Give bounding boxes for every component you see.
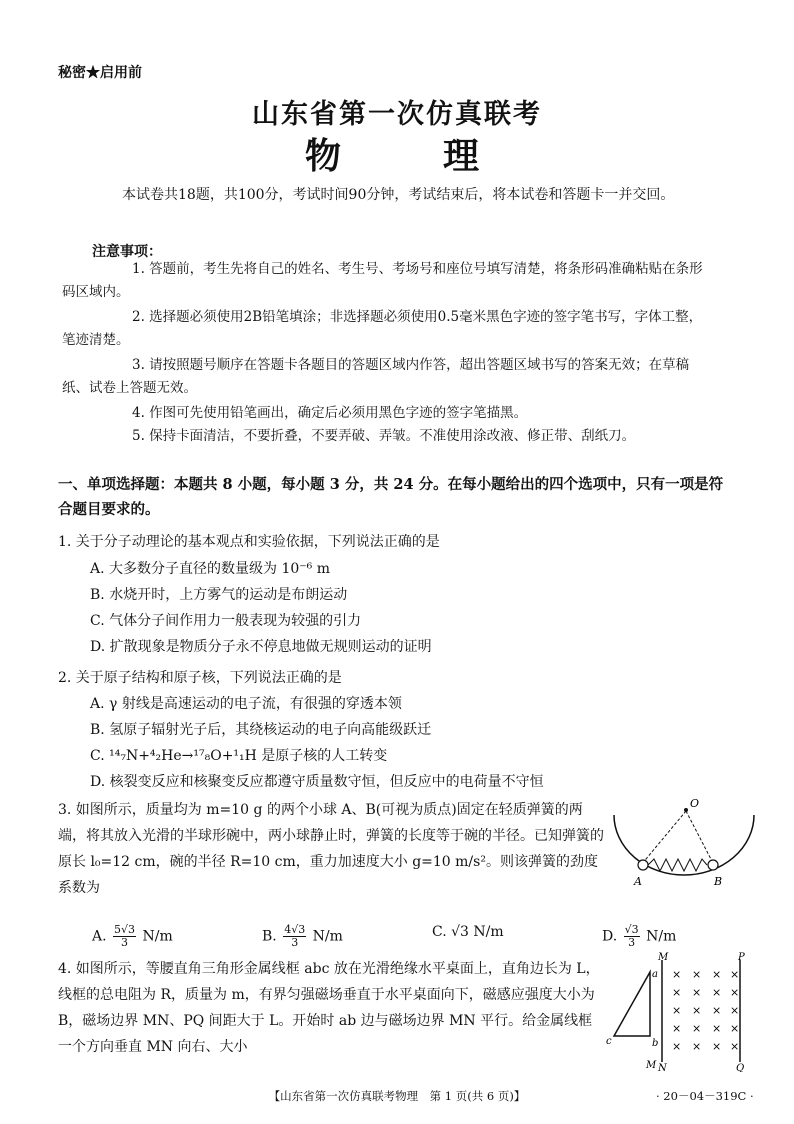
field-cross-mark: × <box>730 986 740 999</box>
field-cross-mark: × <box>672 968 682 981</box>
paper-code: · 20－04－319C · <box>656 1089 754 1103</box>
question-2-stem: 2. 关于原子结构和原子核，下列说法正确的是 <box>58 670 342 686</box>
question-2-option-b: B. 氢原子辐射光子后，其绕核运动的电子向高能级跃迁 <box>90 722 432 738</box>
bowl-figure <box>608 795 758 895</box>
field-cross-mark: × <box>692 1004 702 1017</box>
label-b: B <box>714 875 723 888</box>
question-1-option-a: A. 大多数分子直径的数量级为 10⁻⁶ m <box>90 561 331 577</box>
secret-label: 秘密★启用前 <box>58 65 142 81</box>
subject-title: 物 理 <box>304 135 489 177</box>
note-item: 4. 作图可先使用铅笔画出，确定后必须用黑色字迹的签字笔描黑。 <box>132 405 528 421</box>
label-n: N <box>658 1063 667 1072</box>
field-cross-mark: × <box>692 968 702 981</box>
question-2-option-d: D. 核裂变反应和核聚变反应都遵守质量数守恒，但反应中的电荷量不守恒 <box>90 774 544 790</box>
center-point <box>684 808 688 812</box>
question-2-option-c: C. ¹⁴₇N+⁴₂He→¹⁷₈O+¹₁H 是原子核的人工转变 <box>90 748 388 764</box>
question-3-option-d: D. $\frac{√3}{3}$ N/m <box>602 923 677 949</box>
question-1-option-d: D. 扩散现象是物质分子永不停息地做无规则运动的证明 <box>90 639 432 655</box>
field-cross-mark: × <box>692 1040 702 1053</box>
field-cross-mark: × <box>712 968 722 981</box>
section-heading: 一、单项选择题：本题共 8 小题，每小题 3 分，共 24 分。在每小题给出的四个选项中，只有一项是符合题目要求的。 <box>58 476 724 518</box>
field-cross-mark: × <box>712 1004 722 1017</box>
note-item: 3. 请按照题号顺序在答题卡各题目的答题区域内作答，超出答题区域书写的答案无效；在草稿纸、试卷上答题无效。 <box>62 357 690 396</box>
exam-title: 山东省第一次仿真联考 <box>252 99 542 130</box>
note-item: 1. 答题前，考生先将自己的姓名、考生号、考场号和座位号填写清楚，将条形码准确粘贴在条形码区域内。 <box>62 261 703 300</box>
question-4-stem: 4. 如图所示，等腰直角三角形金属线框 abc 放在光滑绝缘水平桌面上，直角边长为 L，线框的总电阻为 R，质量为 m，有界匀强磁场垂直于水平桌面向下，磁感应强度大小为 B，磁场边界 MN、PQ 间距大于 L。开始时 ab 边与磁场边界 MN 平行。给金属线框一个方向垂直 MN 向右、大小 <box>58 961 600 1055</box>
question-1-option-c: C. 气体分子间作用力一般表现为较强的引力 <box>90 613 362 629</box>
label-vertex-a: a <box>652 969 658 980</box>
field-cross-mark: × <box>692 986 702 999</box>
field-cross-mark: × <box>672 1040 682 1053</box>
field-cross-mark: × <box>730 1040 740 1053</box>
label-o: O <box>690 797 700 810</box>
field-cross-grid <box>672 968 739 1053</box>
field-cross-mark: × <box>672 1004 682 1017</box>
question-2-option-a: A. γ 射线是高速运动的电子流，有很强的穿透本领 <box>90 696 402 712</box>
label-vertex-b: b <box>652 1038 659 1049</box>
question-3-option-b: B. $\frac{4√3}{3}$ N/m <box>262 923 343 949</box>
label-m: M <box>646 1060 657 1071</box>
label-a: A <box>634 875 642 888</box>
field-cross-mark: × <box>692 1022 702 1035</box>
field-cross-mark: × <box>730 1004 740 1017</box>
magnetic-field-figure <box>600 950 752 1072</box>
question-3-option-a: A. $\frac{5√3}{3}$ N/m <box>92 923 173 949</box>
triangle-frame <box>614 972 650 1036</box>
ball-a <box>638 860 648 870</box>
question-3-stem: 3. 如图所示，质量均为 m=10 g 的两个小球 A、B(可视为质点)固定在轻质弹簧的两端，将其放入光滑的半球形碗中，两小球静止时，弹簧的长度等于碗的半径。已知弹簧的原长 l₀=12 cm，碗的半径 R=10 cm，重力加速度大小 g=10 m/s²。则该弹簧的劲度系数为 <box>58 802 604 896</box>
question-1-option-b: B. 水烧开时，上方雾气的运动是布朗运动 <box>90 587 348 603</box>
label-vertex-c: c <box>606 1036 612 1047</box>
field-cross-mark: × <box>712 1040 722 1053</box>
notes-title: 注意事项： <box>92 244 162 260</box>
field-cross-mark: × <box>730 968 740 981</box>
question-1-stem: 1. 关于分子动理论的基本观点和实验依据，下列说法正确的是 <box>58 534 440 550</box>
ball-b <box>708 860 718 870</box>
field-cross-mark: × <box>712 986 722 999</box>
field-cross-mark: × <box>730 1022 740 1035</box>
field-cross-mark: × <box>712 1022 722 1035</box>
intro-paragraph: 本试卷共18题，共100分，考试时间90分钟，考试结束后，将本试卷和答题卡一并交回。 <box>122 187 675 203</box>
field-cross-mark: × <box>672 986 682 999</box>
label-q: Q <box>736 1063 745 1072</box>
page-footer: 【山东省第一次仿真联考物理 第 1 页(共 6 页)】 <box>268 1089 526 1103</box>
label-m-text: M <box>658 952 669 963</box>
note-item: 2. 选择题必须使用2B铅笔填涂；非选择题必须使用0.5毫米黑色字迹的签字笔书写，字体工整，笔迹清楚。 <box>62 309 703 348</box>
field-cross-mark: × <box>672 1022 682 1035</box>
note-item: 5. 保持卡面清洁，不要折叠，不要弄破、弄皱。不准使用涂改液、修正带、刮纸刀。 <box>132 428 636 444</box>
label-p: P <box>738 952 745 963</box>
question-3-option-c: C. √3 N/m <box>432 924 504 940</box>
